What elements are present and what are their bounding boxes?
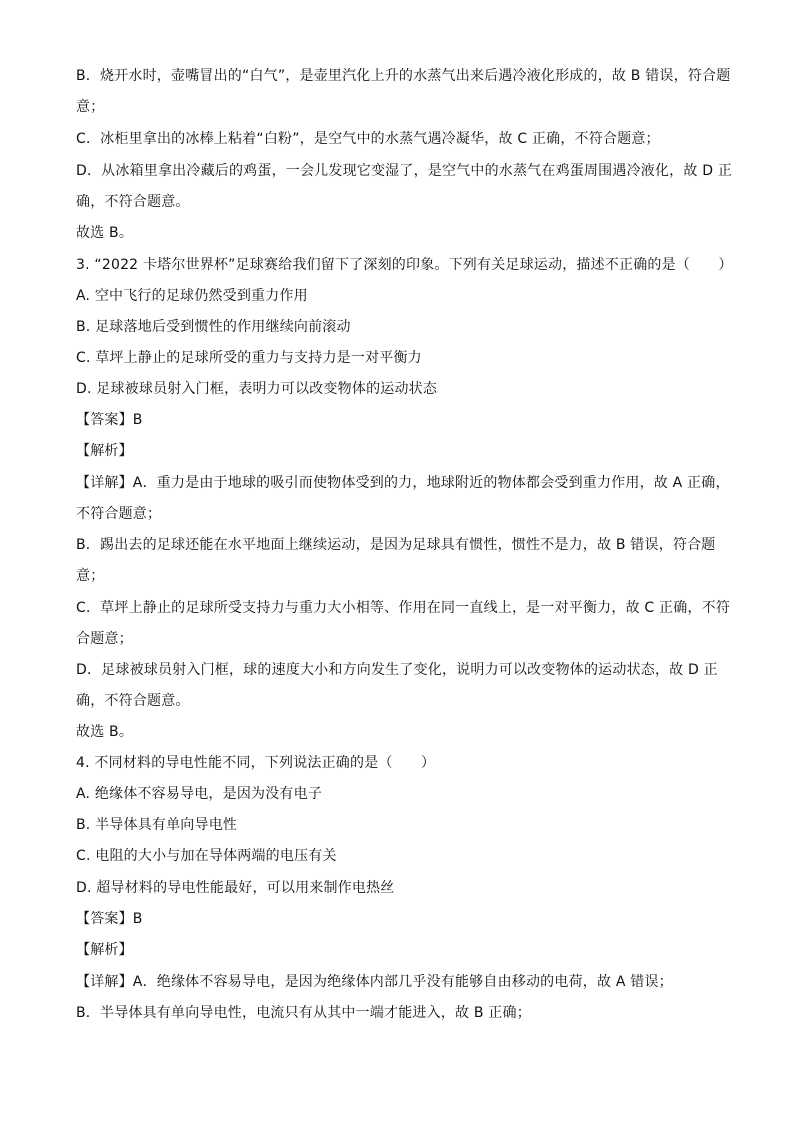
text-line: B．半导体具有单向导电性，电流只有从其中一端才能进入，故 B 正确；: [76, 1005, 531, 1021]
option-d: D. 超导材料的导电性能最好，可以用来制作电热丝: [76, 880, 395, 896]
text-line: D．足球被球员射入门框，球的速度大小和方向发生了变化，说明力可以改变物体的运动状态，故 D 正: [76, 662, 718, 678]
text-line: 【详解】A．绝缘体不容易导电，是因为绝缘体内部几乎没有能够自由移动的电荷，故 A 错误；: [76, 974, 673, 990]
text-line: 故选 B。: [76, 724, 134, 740]
text-line: D．从冰箱里拿出冷藏后的鸡蛋，一会儿发现它变湿了，是空气中的水蒸气在鸡蛋周围遇冷液化，故 D 正: [76, 163, 733, 179]
answer-label: 【答案】B: [76, 911, 143, 927]
text-line: 合题意；: [76, 631, 133, 647]
option-d: D. 足球被球员射入门框，表明力可以改变物体的运动状态: [76, 381, 438, 397]
text-line: B．踢出去的足球还能在水平地面上继续运动，是因为足球具有惯性，惯性不是力，故 B 错误，符合题: [76, 537, 716, 553]
question-3-stem: 3. “2022 卡塔尔世界杯”足球赛给我们留下了深刻的印象。下列有关足球运动，描述不正确的是（ ）: [76, 257, 733, 273]
text-line: B．烧开水时，壶嘴冒出的“白气”，是壶里汽化上升的水蒸气出来后遇冷液化形成的，故 B 错误，符合题: [76, 68, 731, 84]
option-a: A. 空中飞行的足球仍然受到重力作用: [76, 288, 308, 304]
text-line: C．冰柜里拿出的冰棒上粘着“白粉”，是空气中的水蒸气遇冷凝华，故 C 正确，不符合题意；: [76, 131, 660, 147]
text-line: 确，不符合题意。: [76, 194, 190, 210]
text-line: 不符合题意；: [76, 506, 162, 522]
answer-label: 【答案】B: [76, 412, 143, 428]
option-c: C. 草坪上静止的足球所受的重力与支持力是一对平衡力: [76, 350, 422, 366]
analysis-label: 【解析】: [76, 443, 133, 459]
text-line: C．草坪上静止的足球所受支持力与重力大小相等、作用在同一直线上，是一对平衡力，故 C 正确，不符: [76, 600, 731, 616]
text-line: 意；: [76, 99, 105, 115]
analysis-label: 【解析】: [76, 942, 133, 958]
option-b: B. 足球落地后受到惯性的作用继续向前滚动: [76, 319, 351, 335]
question-4-stem: 4. 不同材料的导电性能不同，下列说法正确的是（ ）: [76, 755, 436, 771]
text-line: 故选 B。: [76, 225, 134, 241]
option-c: C. 电阻的大小与加在导体两端的电压有关: [76, 848, 337, 864]
option-a: A. 绝缘体不容易导电，是因为没有电子: [76, 786, 323, 802]
text-line: 确，不符合题意。: [76, 693, 190, 709]
text-line: 意；: [76, 568, 105, 584]
option-b: B. 半导体具有单向导电性: [76, 817, 238, 833]
text-line: 【详解】A．重力是由于地球的吸引而使物体受到的力，地球附近的物体都会受到重力作用，故 A 正确，: [76, 475, 730, 491]
